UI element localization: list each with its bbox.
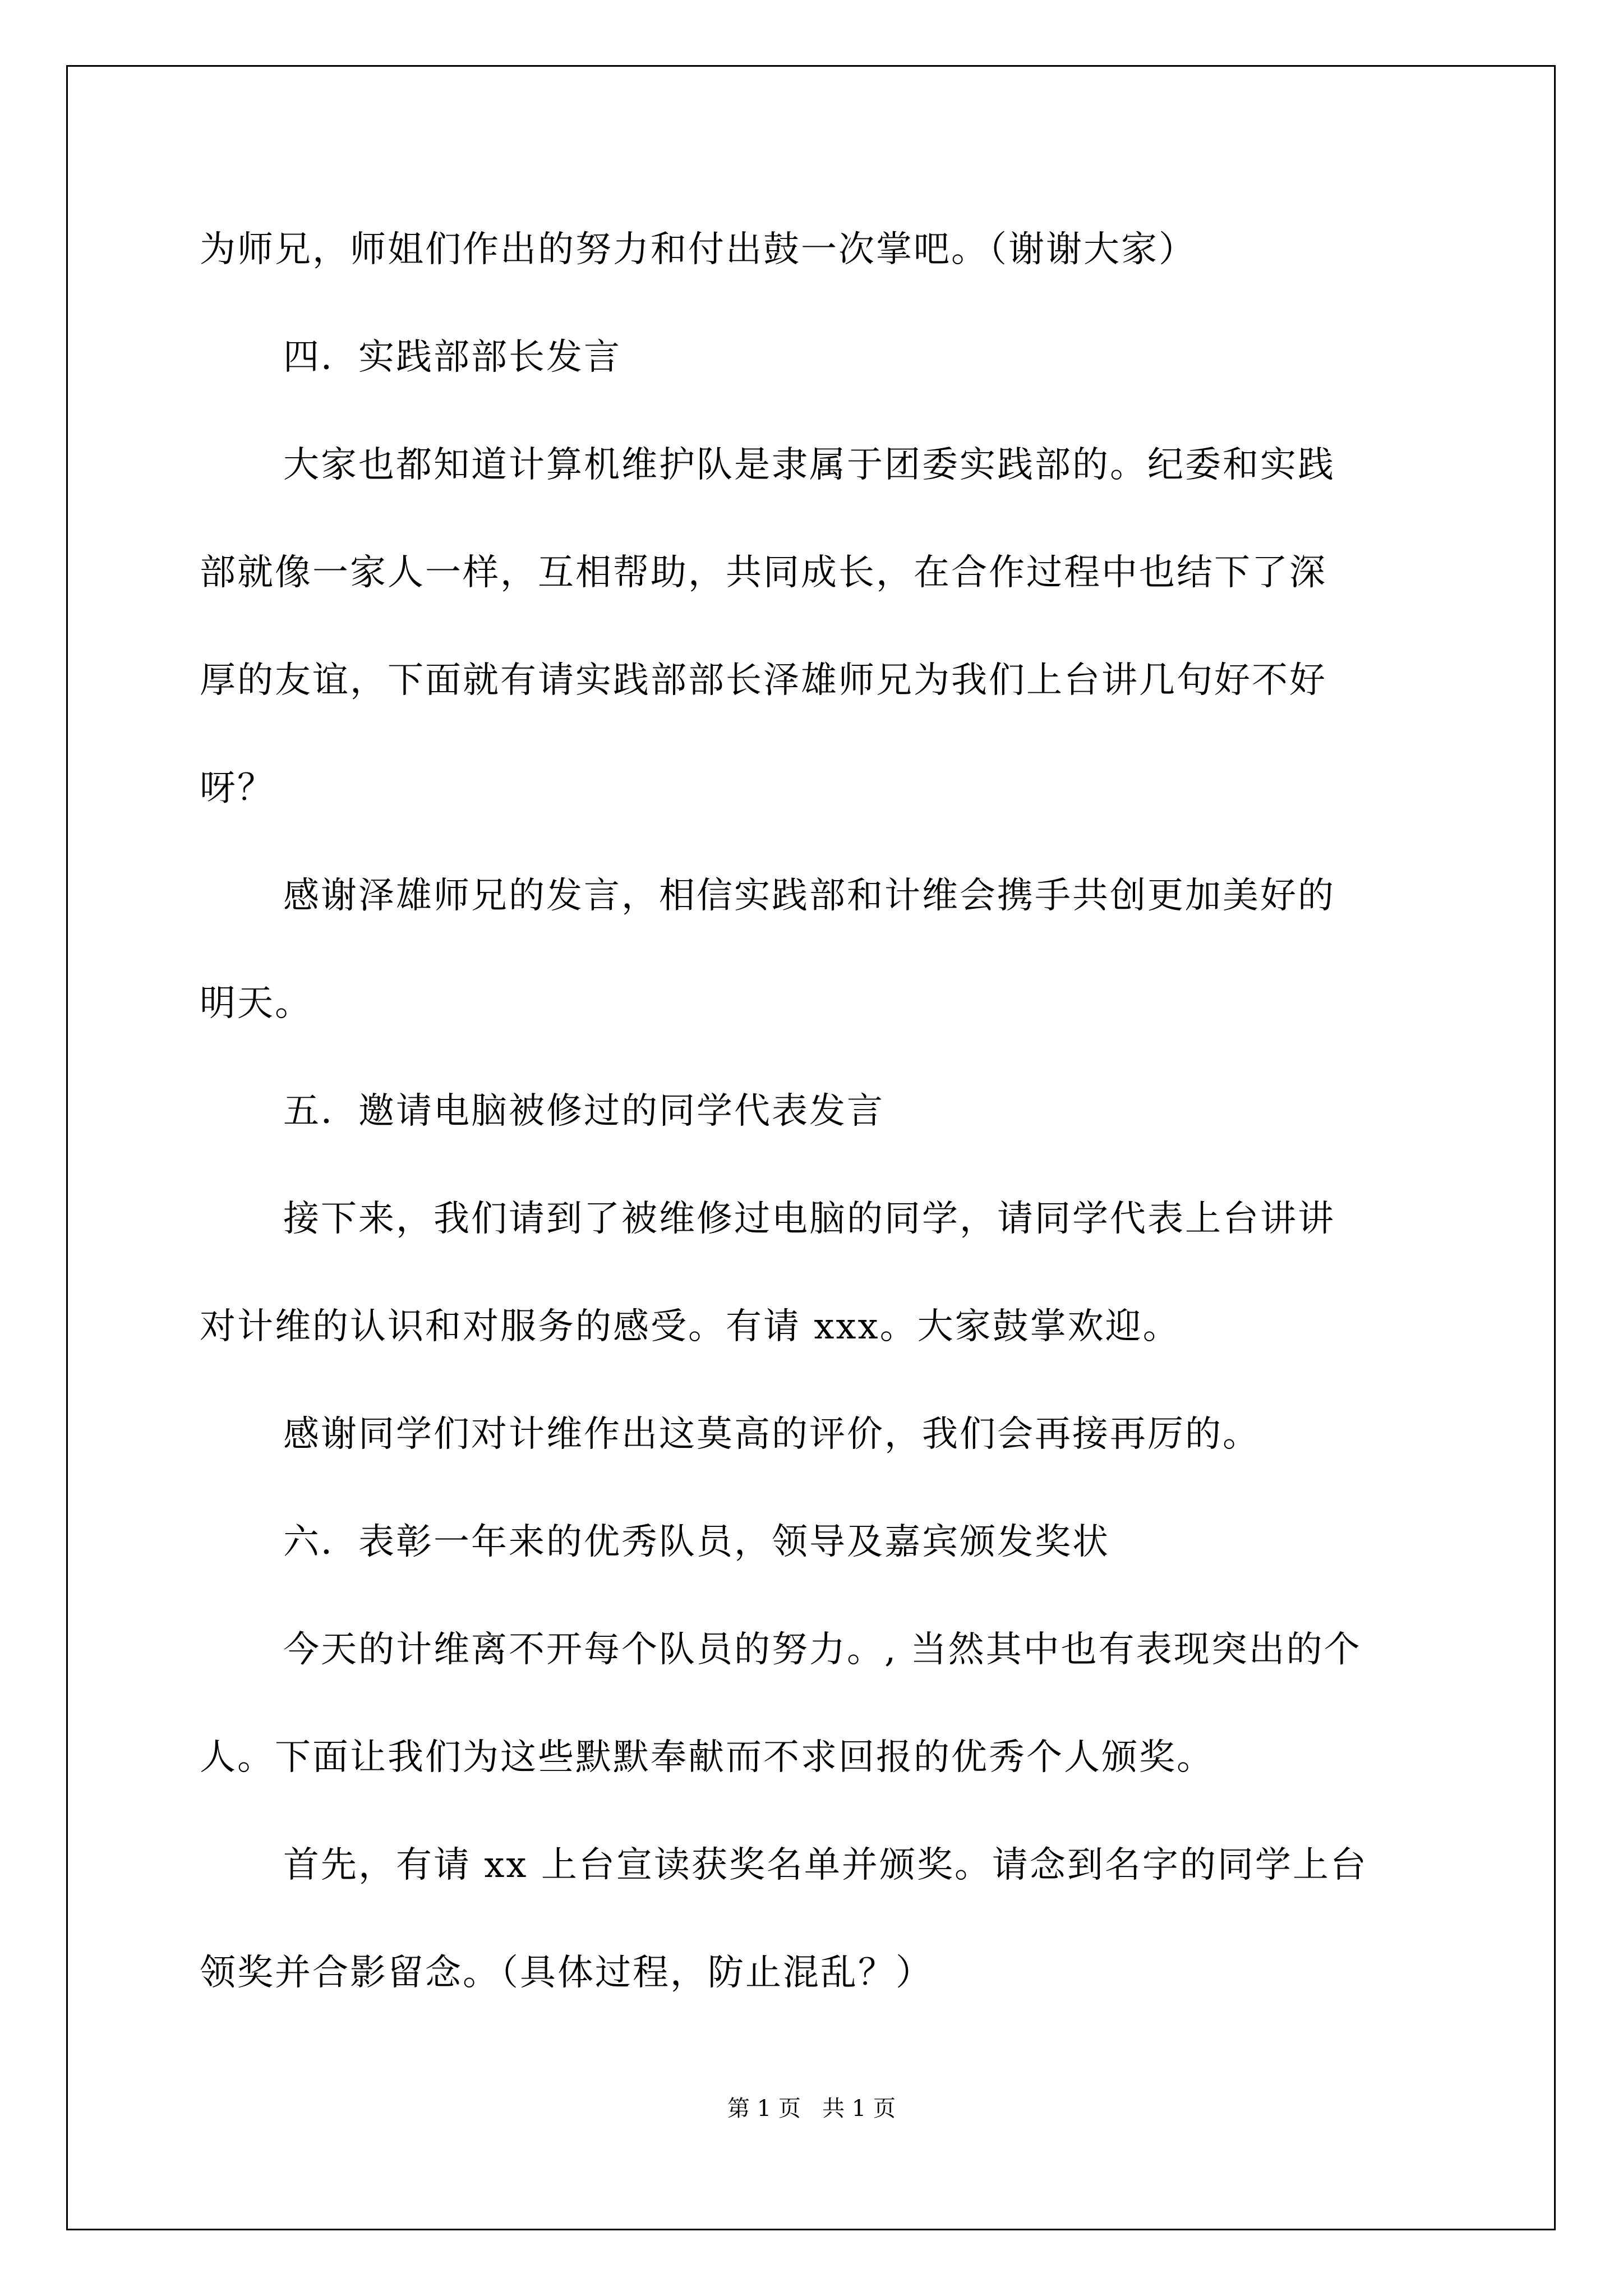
section-heading: 六．表彰一年来的优秀队员，领导及嘉宾颁发奖状 (283, 1521, 1110, 1563)
section-heading: 四．实践部部长发言 (283, 337, 621, 378)
text-line: 首先，有请 xx 上台宣读获奖名单并颁奖。请念到名字的同学上台 (283, 1844, 1368, 1886)
text-line: 大家也都知道计算机维护队是隶属于团委实践部的。纪委和实践 (283, 444, 1335, 486)
text-line: 呀？ (200, 767, 275, 809)
section-heading: 五．邀请电脑被修过的同学代表发言 (283, 1091, 884, 1132)
text-line: 接下来，我们请到了被维修过电脑的同学，请同学代表上台讲讲 (283, 1198, 1335, 1240)
page-footer: 第 1 页 共 1 页 (727, 2096, 896, 2122)
text-line: 人。下面让我们为这些默默奉献而不求回报的优秀个人颁奖。 (200, 1737, 1214, 1778)
text-line: 为师兄，师姐们作出的努力和付出鼓一次掌吧。（谢谢大家） (200, 229, 1196, 270)
text-line: 领奖并合影留念。（具体过程，防止混乱？） (200, 1952, 933, 1994)
text-line: 厚的友谊，下面就有请实践部部长泽雄师兄为我们上台讲几句好不好 (200, 660, 1327, 701)
text-line: 对计维的认识和对服务的感受。有请 xxx。大家鼓掌欢迎。 (200, 1306, 1181, 1347)
text-line: 感谢同学们对计维作出这莫高的评价，我们会再接再厉的。 (283, 1414, 1260, 1455)
text-line: 明天。 (200, 983, 312, 1024)
text-line: 部就像一家人一样，互相帮助，共同成长，在合作过程中也结下了深 (200, 552, 1327, 593)
text-line: 今天的计维离不开每个队员的努力。, 当然其中也有表现突出的个 (283, 1629, 1362, 1671)
text-line: 感谢泽雄师兄的发言，相信实践部和计维会携手共创更加美好的 (283, 875, 1335, 917)
